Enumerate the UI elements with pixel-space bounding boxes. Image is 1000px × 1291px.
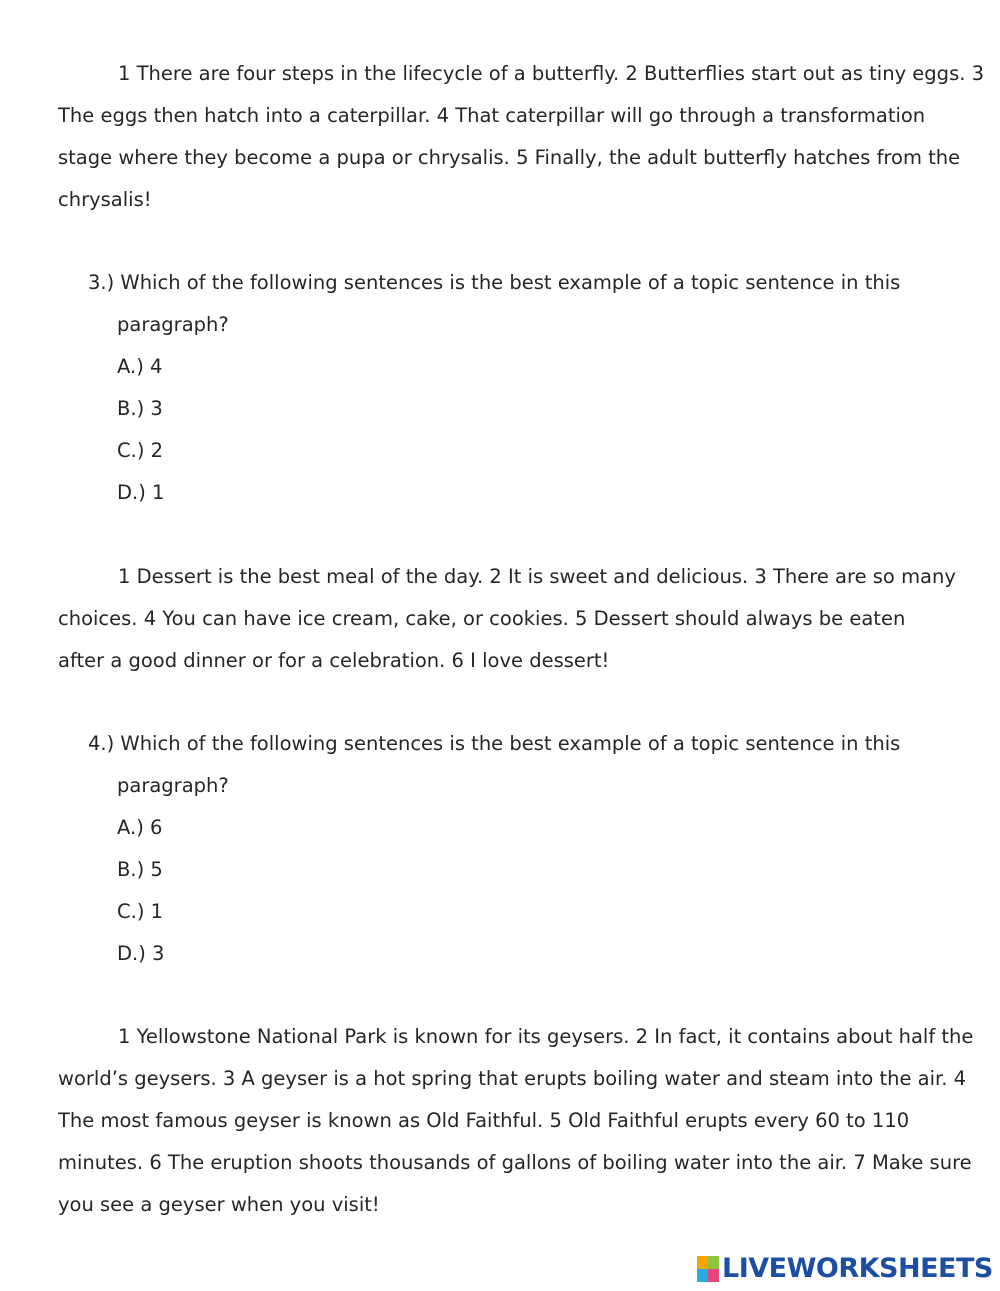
- question4-option-c[interactable]: C.) 1: [117, 900, 164, 923]
- liveworksheets-logo: [697, 1254, 993, 1284]
- passage1-line4: chrysalis!: [58, 188, 152, 211]
- question3-prompt: 3.) Which of the following sentences is the best example of a topic sentence in this: [88, 271, 901, 294]
- passage2-line2: choices. 4 You can have ice cream, cake, or cookies. 5 Dessert should always be eaten: [58, 607, 906, 630]
- question3-option-b[interactable]: B.) 3: [117, 397, 163, 420]
- question4-option-b[interactable]: B.) 5: [117, 858, 163, 881]
- passage3-line4: minutes. 6 The eruption shoots thousands of gallons of boiling water into the air. 7 Make sure: [58, 1151, 972, 1174]
- question3-option-d[interactable]: D.) 1: [117, 481, 165, 504]
- passage3-line3: The most famous geyser is known as Old Faithful. 5 Old Faithful erupts every 60 to 110: [58, 1109, 910, 1132]
- passage1-line3: stage where they become a pupa or chrysalis. 5 Finally, the adult butterfly hatches from the: [58, 146, 961, 169]
- question3-option-a[interactable]: A.) 4: [117, 355, 163, 378]
- passage1-line2: The eggs then hatch into a caterpillar. 4 That caterpillar will go through a transformation: [58, 104, 926, 127]
- question4-prompt-cont: paragraph?: [117, 774, 229, 797]
- passage3-line5: you see a geyser when you visit!: [58, 1193, 380, 1216]
- question3-option-c[interactable]: C.) 2: [117, 439, 164, 462]
- passage3-line1: 1 Yellowstone National Park is known for its geysers. 2 In fact, it contains about half the: [118, 1025, 974, 1048]
- question4-prompt: 4.) Which of the following sentences is the best example of a topic sentence in this: [88, 732, 901, 755]
- passage2-line3: after a good dinner or for a celebration. 6 I love dessert!: [58, 649, 610, 672]
- passage3-line2: world’s geysers. 3 A geyser is a hot spring that erupts boiling water and steam into the air. 4: [58, 1067, 967, 1090]
- question3-prompt-cont: paragraph?: [117, 313, 229, 336]
- liveworksheets-logo-mark-icon: [697, 1256, 719, 1282]
- passage1-line1: 1 There are four steps in the lifecycle of a butterfly. 2 Butterflies start out as tiny eggs. 3: [118, 62, 985, 85]
- question4-option-d[interactable]: D.) 3: [117, 942, 165, 965]
- liveworksheets-logo-text: LIVEWORKSHEETS: [722, 1253, 993, 1284]
- question4-option-a[interactable]: A.) 6: [117, 816, 163, 839]
- passage2-line1: 1 Dessert is the best meal of the day. 2 It is sweet and delicious. 3 There are so many: [118, 565, 956, 588]
